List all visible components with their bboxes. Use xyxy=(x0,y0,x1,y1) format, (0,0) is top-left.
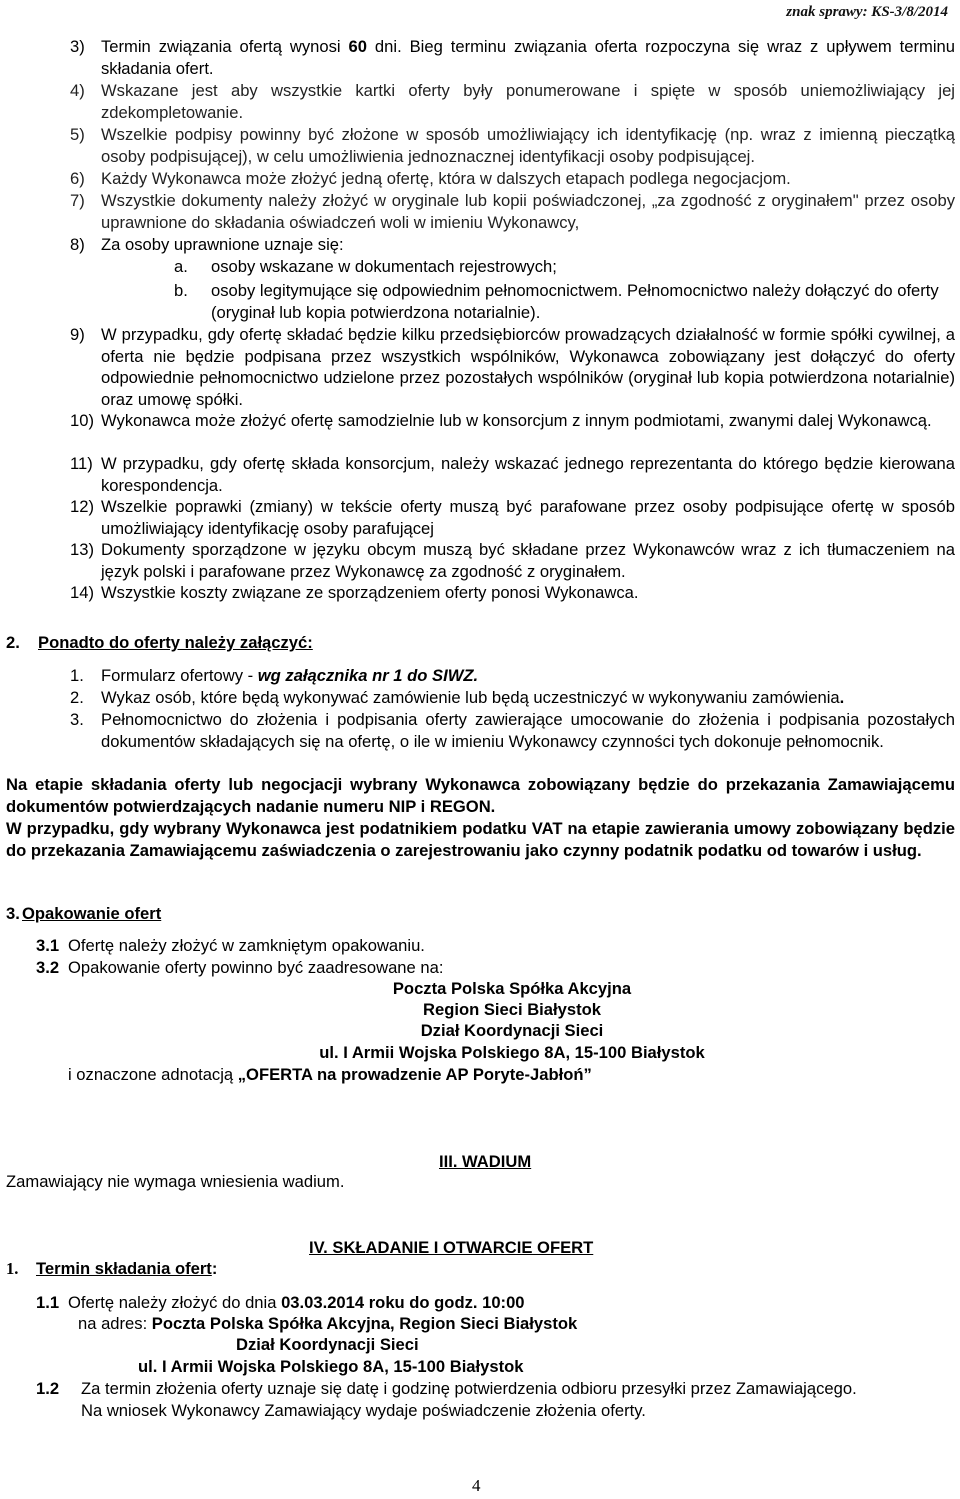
sublist-letter: b. xyxy=(174,281,188,300)
section-number: 3. xyxy=(6,904,20,923)
list-item: Każdy Wykonawca może złożyć jedną ofertę, która w dalszych etapach podlega negocjacjom. xyxy=(101,169,791,188)
sublist-item: osoby legitymujące się odpowiednim pełnomocnictwem. Pełnomocnictwo należy dołączyć do oferty (oryginał lub kopia potwierdzona notarialnie). xyxy=(211,281,939,322)
address-line: Poczta Polska Spółka Akcyjna xyxy=(392,979,632,998)
list-number: 12) xyxy=(70,497,94,516)
list-item: Wykonawca może złożyć ofertę samodzielnie lub w konsorcjum z innym podmiotami, zwanymi dalej Wykonawcą. xyxy=(101,411,932,430)
list-number: 14) xyxy=(70,583,94,602)
list-number: 10) xyxy=(70,411,94,430)
section-heading: Opakowanie ofert xyxy=(22,904,162,923)
list-number: 4) xyxy=(70,81,85,100)
bold-paragraph: W przypadku, gdy wybrany Wykonawca jest podatnikiem podatku VAT na etapie zawierania umowy zobowiązany będzie do przekazania Zamawiającemu zaświadczenia o zarejestrowaniu jako czynny podatnik podatku od towarów i usług. xyxy=(6,819,955,860)
list-item: Termin związania ofertą wynosi 60 dni. Bieg terminu związania oferta rozpoczyna się wraz z upływem terminu składania ofert. xyxy=(101,37,956,78)
list-number: 3. xyxy=(70,710,84,729)
section-heading: III. WADIUM xyxy=(439,1152,532,1171)
case-reference: znak sprawy: KS-3/8/2014 xyxy=(786,4,948,20)
list-item: Wskazane jest aby wszystkie kartki oferty były ponumerowane i spięte w sposób uniemożliwiający jej zdekompletowanie. xyxy=(101,81,955,122)
list-number: 2. xyxy=(70,688,84,707)
paragraph: Zamawiający nie wymaga wniesienia wadium. xyxy=(6,1172,345,1191)
list-number: 3) xyxy=(70,37,85,56)
list-item: Za osoby uprawnione uznaje się: xyxy=(101,235,344,254)
address-line: ul. I Armii Wojska Polskiego 8A, 15-100 Białystok xyxy=(138,1357,524,1376)
list-item: Wszystkie dokumenty należy złożyć w oryginale lub kopii poświadczonej, „za zgodność z oryginałem" przez osoby uprawnione do składania oświadczeń woli w imieniu Wykonawcy, xyxy=(101,191,955,232)
sublist-letter: a. xyxy=(174,257,188,276)
bold-paragraph: Na etapie składania oferty lub negocjacji wybrany Wykonawca zobowiązany będzie do przekazania Zamawiającemu dokumentów potwierdzających nadanie numeru NIP i REGON. xyxy=(6,775,955,816)
list-item: Wszelkie poprawki (zmiany) w tekście oferty muszą być parafowane przez osoby podpisujące ofertę w sposób umożliwiający identyfikację osoby parafującej xyxy=(101,497,955,538)
list-number: 3.1 xyxy=(36,936,60,955)
list-item: Wszelkie podpisy powinny być złożone w sposób umożliwiający ich identyfikację (np. wraz z imienną pieczątką osoby podpisującej), w celu umożliwienia jednoznacznej identyfikacji osoby podpisującej. xyxy=(101,125,955,166)
list-number: 11) xyxy=(70,454,93,473)
marking-line: i oznaczone adnotacją „OFERTA na prowadzenie AP Poryte-Jabłoń” xyxy=(68,1065,592,1084)
list-item: Na wniosek Wykonawcy Zamawiający wydaje poświadczenie złożenia oferty. xyxy=(81,1401,646,1420)
address-line: ul. I Armii Wojska Polskiego 8A, 15-100 Białystok xyxy=(319,1043,705,1062)
list-item: Wszystkie koszty związane ze sporządzeniem oferty ponosi Wykonawca. xyxy=(101,583,639,602)
section-heading: Ponadto do oferty należy załączyć: xyxy=(38,633,313,652)
list-number: 6) xyxy=(70,169,85,188)
section-number: 2. xyxy=(6,633,20,652)
list-item: Za termin złożenia oferty uznaje się datę i godzinę potwierdzenia odbioru przesyłki przez Zamawiającego. xyxy=(81,1379,857,1398)
address-line: Dział Koordynacji Sieci xyxy=(420,1021,604,1040)
list-item: Opakowanie oferty powinno być zaadresowane na: xyxy=(68,958,444,977)
list-item: Dokumenty sporządzone w języku obcym muszą być składane przez Wykonawców wraz z ich tłumaczeniem na język polski i parafowane przez Wykonawcę za zgodność z oryginałem. xyxy=(101,540,955,581)
list-number: 8) xyxy=(70,235,85,254)
list-item: Formularz ofertowy - wg załącznika nr 1 do SIWZ. xyxy=(101,666,479,685)
list-number: 3.2 xyxy=(36,958,60,977)
subsection-heading: Termin składania ofert: xyxy=(36,1259,218,1278)
address-line: Region Sieci Białystok xyxy=(423,1000,601,1019)
list-item: Ofertę należy złożyć w zamkniętym opakowaniu. xyxy=(68,936,425,955)
list-number: 1.1 xyxy=(36,1293,60,1312)
section-number: 1. xyxy=(6,1259,19,1278)
list-item: Pełnomocnictwo do złożenia i podpisania oferty zawierające umocowanie do złożenia i podpisania pozostałych dokumentów składających się na ofertę, o ile w imieniu Wykonawcy czynności tych dokonuje pełnomocnik. xyxy=(101,710,955,751)
section-heading: IV. SKŁADANIE I OTWARCIE OFERT xyxy=(309,1238,594,1257)
list-number: 1.2 xyxy=(36,1379,60,1398)
list-number: 7) xyxy=(70,191,85,210)
list-item: Ofertę należy złożyć do dnia 03.03.2014 roku do godz. 10:00 xyxy=(68,1293,525,1312)
sublist-item: osoby wskazane w dokumentach rejestrowych; xyxy=(211,257,557,276)
page-number: 4 xyxy=(472,1476,481,1495)
list-item: W przypadku, gdy ofertę składać będzie kilku przedsiębiorców prowadzących działalność w formie spółki cywilnej, a oferta nie będzie podpisana przez wszystkich wspólników, Wykonawca zobowiązany jest dołączyć do oferty odpowiednie pełnomocnictwo udzielone przez pozostałych wspólników (oryginał lub kopia potwierdzona notarialnie) oraz umowę spółki. xyxy=(101,325,955,409)
list-item: W przypadku, gdy ofertę składa konsorcjum, należy wskazać jednego reprezentanta do którego będzie kierowana korespondencja. xyxy=(101,454,955,495)
list-item: Wykaz osób, które będą wykonywać zamówienie lub będą uczestniczyć w wykonywaniu zamówienia. xyxy=(101,688,845,707)
list-number: 5) xyxy=(70,125,85,144)
list-number: 9) xyxy=(70,325,85,344)
address-line: Dział Koordynacji Sieci xyxy=(236,1335,419,1354)
address-line: na adres: Poczta Polska Spółka Akcyjna, Region Sieci Białystok xyxy=(78,1314,578,1333)
list-number: 1. xyxy=(70,666,84,685)
list-number: 13) xyxy=(70,540,94,559)
